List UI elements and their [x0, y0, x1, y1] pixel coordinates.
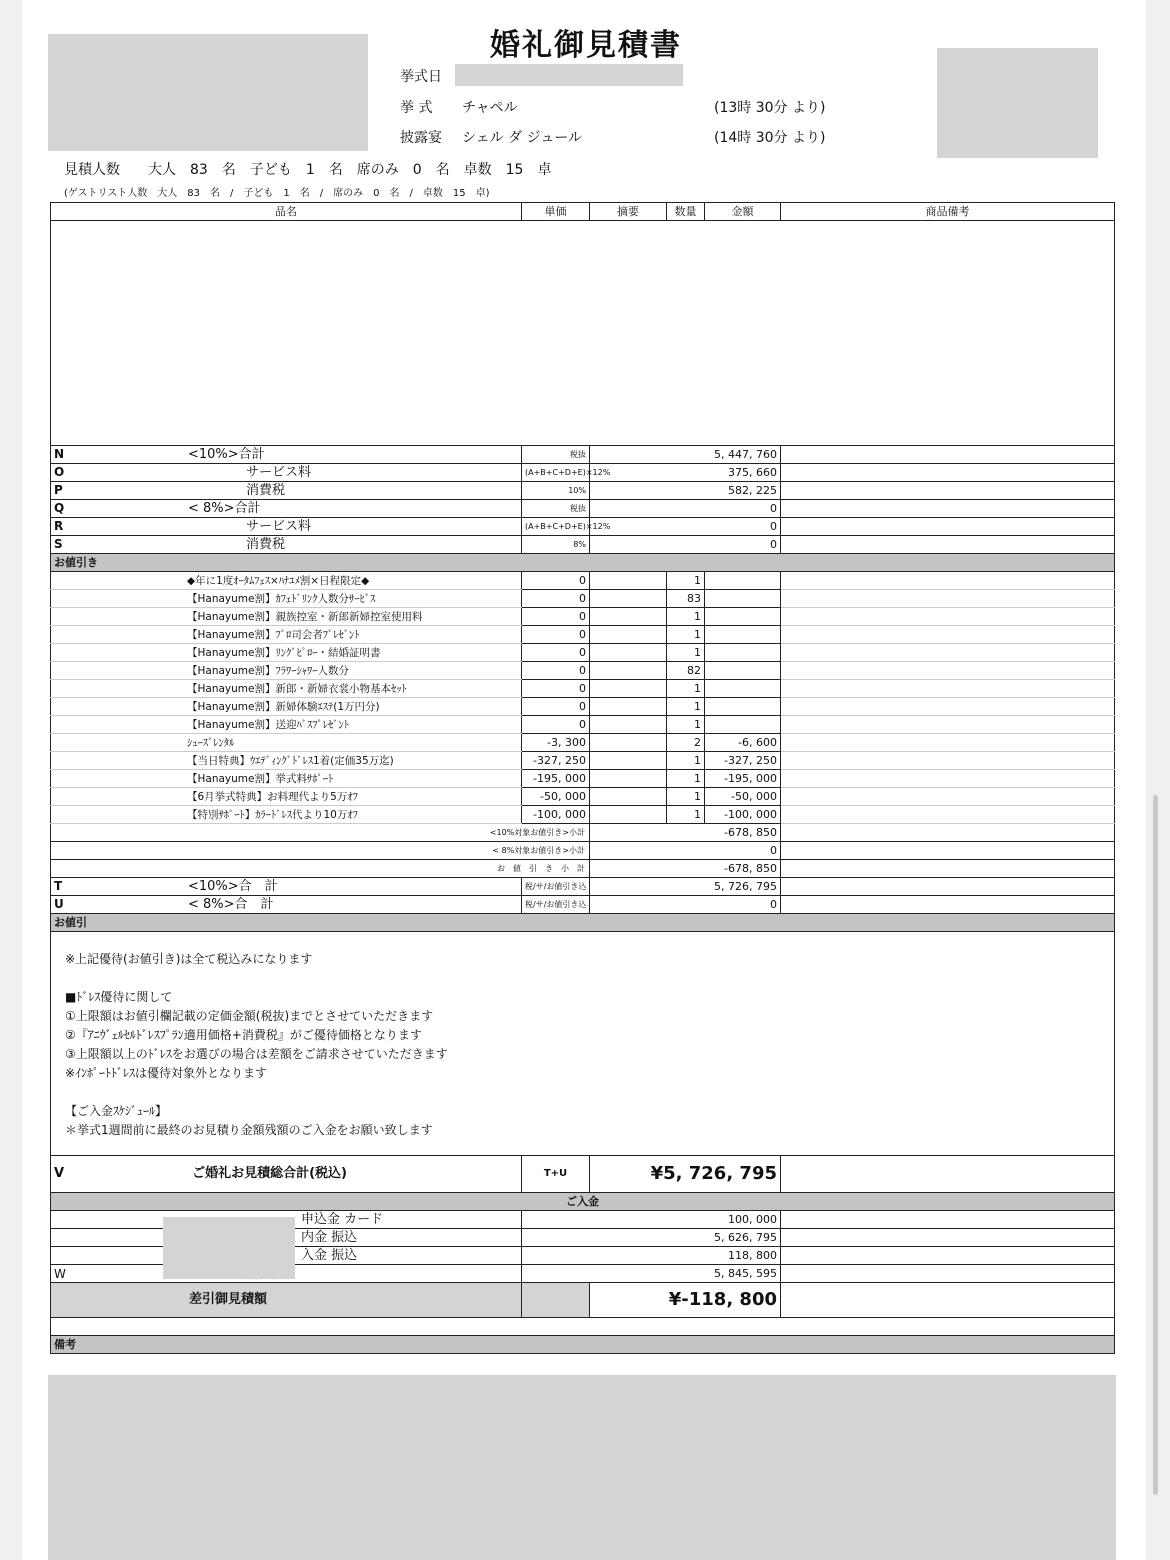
discount-amount: [705, 572, 781, 590]
discount-summary: [590, 698, 667, 716]
subtotal-name: サービス料: [246, 519, 312, 534]
subtotal-name: 消費税: [246, 537, 286, 552]
discount-row: [51, 644, 1115, 662]
total-code: U: [54, 897, 64, 911]
balance-row: [51, 1283, 1115, 1318]
discount-row: [51, 572, 1115, 590]
discount-header-row: [51, 554, 1115, 572]
discount-name: 【Hanayume割】挙式料ｻﾎﾟｰﾄ: [51, 770, 522, 788]
discount-qty: 1: [667, 806, 705, 824]
guest-list-count: (ゲストリスト人数 大人 83 名 / 子ども 1 名 / 席のみ 0 名 / 卓数 15 卓): [64, 188, 490, 199]
subtotal-name-cell: [51, 536, 522, 554]
discount-name: 【Hanayume割】新郎・新婦衣裳小物基本ｾｯﾄ: [51, 680, 522, 698]
subtotal-amount: 582, 225: [590, 482, 781, 500]
ceremony-time: (13時 30分 より): [714, 100, 826, 116]
discount-name: ｼｭｰｽﾞﾚﾝﾀﾙ: [51, 734, 522, 752]
discount-amount: [705, 590, 781, 608]
col-price: 単価: [522, 203, 590, 221]
subtotal-name: < 8%>合計: [188, 501, 261, 516]
total-note: 税/サ/お値引き込: [522, 896, 590, 914]
discount-price: -327, 250: [522, 752, 590, 770]
discount-amount: -195, 000: [705, 770, 781, 788]
payment-amount: 100, 000: [522, 1211, 781, 1229]
grand-total-amount: ¥5, 726, 795: [590, 1156, 781, 1193]
discount-amount: -6, 600: [705, 734, 781, 752]
subtotal-remarks: [781, 464, 1115, 482]
discount-name: 【Hanayume割】ｶﾌｪﾄﾞﾘﾝｸ人数分ｻｰﾋﾞｽ: [51, 590, 522, 608]
subtotal-remarks: [781, 518, 1115, 536]
reception-label: 披露宴: [400, 130, 442, 146]
discount-qty: 1: [667, 716, 705, 734]
discount-qty: 1: [667, 572, 705, 590]
total-amount: 0: [590, 896, 781, 914]
remarks-header: お値引: [51, 914, 1115, 932]
discount-name: 【Hanayume割】送迎ﾊﾞｽﾌﾟﾚｾﾞﾝﾄ: [51, 716, 522, 734]
discount-qty: 2: [667, 734, 705, 752]
discount-subtotal-amount: 0: [590, 842, 781, 860]
discount-remarks: [781, 626, 1115, 644]
total-row: [51, 896, 1115, 914]
payment-total-code: W: [54, 1266, 66, 1281]
remarks-header-row: [51, 914, 1115, 932]
discount-summary: [590, 572, 667, 590]
discount-row: [51, 590, 1115, 608]
ceremony-venue: チャペル: [462, 100, 518, 116]
discount-price: -100, 000: [522, 806, 590, 824]
discount-price: 0: [522, 716, 590, 734]
subtotal-row: [51, 482, 1115, 500]
discount-subtotal-label: <10%対象お値引き>小計: [51, 824, 590, 842]
subtotal-name-cell: [51, 446, 522, 464]
subtotal-name-cell: [51, 482, 522, 500]
discount-amount: [705, 716, 781, 734]
discount-summary: [590, 788, 667, 806]
discount-amount: [705, 662, 781, 680]
grand-total-code: V: [54, 1166, 65, 1181]
discount-remarks: [781, 716, 1115, 734]
redacted-stamp: [937, 48, 1098, 158]
payment-amount: 118, 800: [522, 1247, 781, 1265]
discount-qty: 1: [667, 608, 705, 626]
total-name: <10%>合 計: [188, 879, 278, 894]
subtotal-note: 8%: [522, 536, 590, 554]
discount-amount: -327, 250: [705, 752, 781, 770]
discount-price: -195, 000: [522, 770, 590, 788]
col-remarks: 商品備考: [781, 203, 1115, 221]
payment-label: 入金 振込: [51, 1247, 522, 1265]
redacted-notes: [48, 1375, 1116, 1560]
discount-subtotal-row: [51, 824, 1115, 842]
discount-row: [51, 680, 1115, 698]
discount-qty: 1: [667, 698, 705, 716]
discount-name: 【Hanayume割】親族控室・新郎新婦控室使用料: [51, 608, 522, 626]
discount-qty: 1: [667, 644, 705, 662]
discount-price: 0: [522, 626, 590, 644]
payment-amount: 5, 626, 795: [522, 1229, 781, 1247]
total-name: < 8%>合 計: [188, 897, 274, 912]
subtotal-row: [51, 536, 1115, 554]
discount-summary: [590, 770, 667, 788]
subtotal-code: R: [54, 519, 64, 533]
discount-row: [51, 788, 1115, 806]
subtotal-amount: 5, 447, 760: [590, 446, 781, 464]
ceremony-date-label: 挙式日: [400, 69, 442, 85]
discount-summary: [590, 608, 667, 626]
subtotal-note: (A+B+C+D+E)×12%: [522, 518, 590, 536]
subtotal-row: [51, 500, 1115, 518]
discount-amount: [705, 644, 781, 662]
grand-total-label: ご婚礼お見積総合計(税込): [192, 1166, 347, 1181]
col-name: 品名: [51, 203, 522, 221]
estimate-table: [50, 202, 1115, 1354]
discount-price: 0: [522, 572, 590, 590]
discount-price: 0: [522, 698, 590, 716]
total-remarks: [781, 896, 1115, 914]
total-note: 税/サ/お値引き込: [522, 878, 590, 896]
subtotal-remarks: [781, 446, 1115, 464]
discount-summary: [590, 626, 667, 644]
payment-label: 内金 振込: [51, 1229, 522, 1247]
discount-qty: 82: [667, 662, 705, 680]
discount-remarks: [781, 608, 1115, 626]
notes-header: 備考: [51, 1336, 1115, 1354]
redacted-date: [455, 64, 683, 86]
redacted-payment-name: [163, 1217, 295, 1279]
discount-subtotal-remarks: [781, 824, 1115, 842]
subtotal-name: <10%>合計: [188, 447, 265, 462]
discount-remarks: [781, 752, 1115, 770]
discount-qty: 1: [667, 770, 705, 788]
discount-qty: 1: [667, 626, 705, 644]
discount-remarks: [781, 572, 1115, 590]
discount-remarks: [781, 806, 1115, 824]
discount-subtotal-row: [51, 860, 1115, 878]
discount-summary: [590, 752, 667, 770]
subtotal-amount: 0: [590, 536, 781, 554]
subtotal-row: [51, 464, 1115, 482]
discount-price: -3, 300: [522, 734, 590, 752]
notes-header-row: [51, 1336, 1115, 1354]
discount-remarks: [781, 788, 1115, 806]
subtotal-amount: 375, 660: [590, 464, 781, 482]
subtotal-name-cell: [51, 518, 522, 536]
subtotal-code: P: [54, 483, 63, 497]
guest-count: 見積人数 大人 83 名 子ども 1 名 席のみ 0 名 卓数 15 卓: [64, 162, 552, 178]
discount-amount: [705, 608, 781, 626]
discount-price: 0: [522, 680, 590, 698]
discount-subtotal-label: お 値 引 き 小 計: [51, 860, 590, 878]
subtotal-code: O: [54, 465, 65, 479]
discount-summary: [590, 662, 667, 680]
grand-total-formula: T+U: [522, 1156, 590, 1193]
discount-summary: [590, 644, 667, 662]
payment-label: 申込金 カード: [51, 1211, 522, 1229]
balance-amount: ¥-118, 800: [590, 1283, 781, 1318]
discount-name: ◆年に1度ｵｰﾀﾑﾌｪｽ×ﾊﾅﾕﾒ割×日程限定◆: [51, 572, 522, 590]
total-amount: 5, 726, 795: [590, 878, 781, 896]
discount-remarks: [781, 770, 1115, 788]
subtotal-code: Q: [54, 501, 65, 515]
subtotal-note: 10%: [522, 482, 590, 500]
subtotal-name: 消費税: [246, 483, 286, 498]
payment-remarks: [781, 1211, 1115, 1229]
subtotal-row: [51, 518, 1115, 536]
discount-name: 【Hanayume割】新婦体験ｴｽﾃ(1万円分): [51, 698, 522, 716]
discount-subtotal-remarks: [781, 860, 1115, 878]
discount-qty: 1: [667, 788, 705, 806]
discount-summary: [590, 716, 667, 734]
col-amount: 金額: [705, 203, 781, 221]
discount-name: 【Hanayume割】ﾘﾝｸﾞﾋﾟﾛｰ・結婚証明書: [51, 644, 522, 662]
discount-amount: [705, 680, 781, 698]
subtotal-code: N: [54, 447, 65, 461]
discount-name: 【当日特典】ｳｴﾃﾞｨﾝｸﾞﾄﾞﾚｽ1着(定価35万迄): [51, 752, 522, 770]
discount-summary: [590, 590, 667, 608]
discount-name: 【特別ｻﾎﾟｰﾄ】ｶﾗｰﾄﾞﾚｽ代より10万ｵﾌ: [51, 806, 522, 824]
subtotal-name: サービス料: [246, 465, 312, 480]
discount-qty: 1: [667, 680, 705, 698]
discount-name: 【Hanayume割】ﾌﾗﾜｰｼｬﾜｰ人数分: [51, 662, 522, 680]
table-header: [51, 203, 1115, 221]
discount-amount: [705, 626, 781, 644]
spacer-row: [51, 1318, 1115, 1336]
total-name-cell: [51, 878, 522, 896]
discount-price: 0: [522, 608, 590, 626]
discount-remarks: [781, 590, 1115, 608]
discount-row: [51, 716, 1115, 734]
discount-name: 【6月挙式特典】お料理代より5万ｵﾌ: [51, 788, 522, 806]
remarks-row: [51, 932, 1115, 1156]
subtotal-note: 税抜: [522, 500, 590, 518]
total-remarks: [781, 878, 1115, 896]
discount-price: -50, 000: [522, 788, 590, 806]
subtotal-name-cell: [51, 464, 522, 482]
discount-amount: -50, 000: [705, 788, 781, 806]
discount-row: [51, 752, 1115, 770]
discount-remarks: [781, 680, 1115, 698]
remarks-text: ※上記優待(お値引き)は全て税込みになります ■ﾄﾞﾚｽ優待に関して ①上限額はお値引欄記載の定価金額(税抜)までとさせていただきます ②『ｱﾆｳﾞｪﾙｾﾙﾄﾞﾚｽﾌﾟﾗﾝ適用価格+消費税』がご優待価格となります ③上限額以上のﾄﾞﾚｽをお選びの場合は差額をご請求させていただきます ※ｲﾝﾎﾟｰﾄﾄﾞﾚｽは優待対象外となります 【ご入金ｽｹｼﾞｭｰﾙ】 ＊挙式1週間前に最終のお見積り金額残額のご入金をお願い致します: [65, 952, 448, 1137]
discount-row: [51, 770, 1115, 788]
discount-qty: 1: [667, 752, 705, 770]
discount-remarks: [781, 698, 1115, 716]
discount-amount: [705, 698, 781, 716]
reception-venue: シェル ダ ジュール: [462, 130, 583, 146]
discount-row: [51, 698, 1115, 716]
discount-qty: 83: [667, 590, 705, 608]
scrollbar[interactable]: [1153, 795, 1158, 1495]
discount-row: [51, 662, 1115, 680]
item-area: [51, 221, 1115, 446]
subtotal-remarks: [781, 500, 1115, 518]
discount-row: [51, 734, 1115, 752]
discount-row: [51, 626, 1115, 644]
discount-subtotal-amount: -678, 850: [590, 860, 781, 878]
discount-summary: [590, 806, 667, 824]
payment-total-amount: 5, 845, 595: [522, 1265, 781, 1283]
redacted-logo: [48, 34, 368, 151]
balance-label: 差引御見積額: [51, 1283, 522, 1318]
document-title: 婚礼御見積書: [490, 28, 682, 63]
subtotal-remarks: [781, 482, 1115, 500]
grand-total-row: [51, 1156, 1115, 1193]
subtotal-remarks: [781, 536, 1115, 554]
payment-remarks: [781, 1229, 1115, 1247]
subtotal-note: (A+B+C+D+E)×12%: [522, 464, 590, 482]
discount-remarks: [781, 734, 1115, 752]
payment-remarks: [781, 1247, 1115, 1265]
discount-row: [51, 608, 1115, 626]
discount-remarks: [781, 662, 1115, 680]
discount-subtotal-amount: -678, 850: [590, 824, 781, 842]
discount-amount: -100, 000: [705, 806, 781, 824]
discount-name: 【Hanayume割】ﾌﾟﾛ司会者ﾌﾟﾚｾﾞﾝﾄ: [51, 626, 522, 644]
ceremony-label: 挙 式: [400, 100, 433, 116]
total-name-cell: [51, 896, 522, 914]
col-summary: 摘要: [590, 203, 667, 221]
discount-subtotal-label: < 8%対象お値引き>小計: [51, 842, 590, 860]
discount-subtotal-remarks: [781, 842, 1115, 860]
payment-header: ご入金: [51, 1193, 1115, 1211]
subtotal-amount: 0: [590, 518, 781, 536]
subtotal-code: S: [54, 537, 63, 551]
subtotal-row: [51, 446, 1115, 464]
discount-price: 0: [522, 662, 590, 680]
discount-remarks: [781, 644, 1115, 662]
discount-summary: [590, 680, 667, 698]
subtotal-note: 税抜: [522, 446, 590, 464]
discount-price: 0: [522, 590, 590, 608]
discount-subtotal-row: [51, 842, 1115, 860]
subtotal-amount: 0: [590, 500, 781, 518]
total-code: T: [54, 879, 63, 893]
discount-summary: [590, 734, 667, 752]
discount-price: 0: [522, 644, 590, 662]
col-qty: 数量: [667, 203, 705, 221]
discount-row: [51, 806, 1115, 824]
reception-time: (14時 30分 より): [714, 130, 826, 146]
payment-header-row: [51, 1193, 1115, 1211]
subtotal-name-cell: [51, 500, 522, 518]
total-row: [51, 878, 1115, 896]
discount-header: お値引き: [51, 554, 1115, 572]
